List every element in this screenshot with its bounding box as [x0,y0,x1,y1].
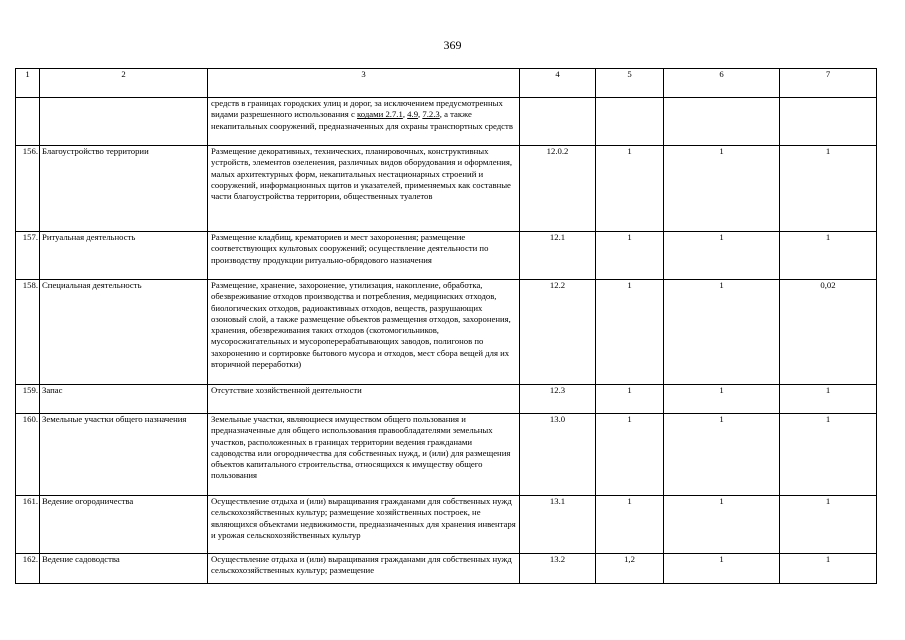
row-name: Ритуальная деятельность [40,232,208,280]
row-col7: 1 [780,232,877,280]
table-row [16,554,877,584]
table-row [16,414,877,496]
table-row [16,280,877,385]
row-col5: 1 [596,414,664,496]
desc-text: , а также некапитальных сооружений, предназначенных для охраны транспортных средств [211,109,513,131]
row-col7: 1 [780,554,877,584]
desc-text: средств в границах городских улиц и дорог, за исключением предусмотренных видами разрешенного использования с [211,98,503,120]
row-col5: 1 [596,496,664,554]
page-number: 369 [443,38,462,52]
header-cell: 3 [208,69,520,98]
row-number [16,98,40,146]
row-number: 160. [16,414,40,496]
row-description: Размещение, хранение, захоронение, утилизация, накопление, обработка, обезвреживание отходов производства и потребления, медицинских отходов, биологических отходов, радиоактивных отходов, веществ, разрушающих озоновый слой, а также размещение объектов размещения отходов, захоронения, хранения, обезвреживания таких отходов (скотомогильников, мусоросжигательных и мусороперерабатывающих заводов, полигонов по захоронению и сортировке бытового мусора и отходов, мест сбора вещей для их вторичной переработки) [208,280,520,385]
row-col7: 1 [780,414,877,496]
desc-text: , [402,109,408,120]
header-cell: 4 [520,69,596,98]
row-description: Осуществление отдыха и (или) выращивания гражданами для собственных нужд сельскохозяйственных культур; размещение хозяйственных построек, не являющихся объектами недвижимости, предназначенных для хранения инвентаря и урожая сельскохозяйственных культур [208,496,520,554]
desc-text: , [418,109,423,120]
header-cell: 6 [664,69,780,98]
row-description: Размещение кладбищ, крематориев и мест захоронения; размещение соответствующих культовых сооружений; осуществление деятельности по производству продукции ритуально-обрядового назначения [208,232,520,280]
row-col6: 1 [664,280,780,385]
code-link[interactable]: кодами 2.7.1 [356,109,403,120]
continuation-row [16,98,877,146]
row-number: 158. [16,280,40,385]
row-col6: 1 [664,496,780,554]
row-code: 12.1 [520,232,596,280]
row-col6: 1 [664,414,780,496]
row-name: Ведение огородничества [40,496,208,554]
row-name: Ведение садоводства [40,554,208,584]
row-number: 159. [16,385,40,414]
row-description: Земельные участки, являющиеся имуществом общего пользования и предназначенные для общего использования правообладателями земельных участков, расположенных в границах территории ведения гражданами садоводства или огородничества для собственных нужд, и (или) для размещения объектов капитального строительства, относящихся к имуществу общего пользования [208,414,520,496]
row-col6: 1 [664,385,780,414]
row-col5 [596,98,664,146]
row-code: 13.0 [520,414,596,496]
row-col6: 1 [664,232,780,280]
row-description: Размещение декоративных, технических, планировочных, конструктивных устройств, элементов озеленения, различных видов оборудования и оформления, малых архитектурных форм, некапитальных нестационарных строений и сооружений, информационных щитов и указателей, применяемых как составные части благоустройства территории, общественных туалетов [208,146,520,232]
header-cell: 7 [780,69,877,98]
row-col5: 1 [596,280,664,385]
header-cell: 2 [40,69,208,98]
row-col7: 1 [780,385,877,414]
row-name [40,98,208,146]
row-description: Отсутствие хозяйственной деятельности [208,385,520,414]
code-link[interactable]: 7.2.3 [422,109,440,120]
table-row [16,496,877,554]
row-name: Запас [40,385,208,414]
row-col7: 1 [780,146,877,232]
header-cell: 5 [596,69,664,98]
row-col7 [780,98,877,146]
row-col5: 1,2 [596,554,664,584]
row-number: 162. [16,554,40,584]
table-row [16,232,877,280]
row-name: Благоустройство территории [40,146,208,232]
header-cell: 1 [16,69,40,98]
land-use-table [15,68,877,584]
row-col6 [664,98,780,146]
table-row [16,146,877,232]
row-code: 12.3 [520,385,596,414]
row-description: Осуществление отдыха и (или) выращивания гражданами для собственных нужд сельскохозяйственных культур; размещение [208,554,520,584]
row-code: 13.2 [520,554,596,584]
row-col6: 1 [664,554,780,584]
row-name: Специальная деятельность [40,280,208,385]
row-number: 156. [16,146,40,232]
row-number: 161. [16,496,40,554]
table-row [16,385,877,414]
header-row [16,69,877,98]
row-col5: 1 [596,232,664,280]
row-col7: 1 [780,496,877,554]
row-code: 12.2 [520,280,596,385]
code-link[interactable]: 4.9 [407,109,419,120]
row-col5: 1 [596,146,664,232]
row-col6: 1 [664,146,780,232]
row-code: 12.0.2 [520,146,596,232]
row-code [520,98,596,146]
row-col5: 1 [596,385,664,414]
row-name: Земельные участки общего назначения [40,414,208,496]
row-description [208,98,520,146]
row-number: 157. [16,232,40,280]
row-code: 13.1 [520,496,596,554]
row-col7: 0,02 [780,280,877,385]
